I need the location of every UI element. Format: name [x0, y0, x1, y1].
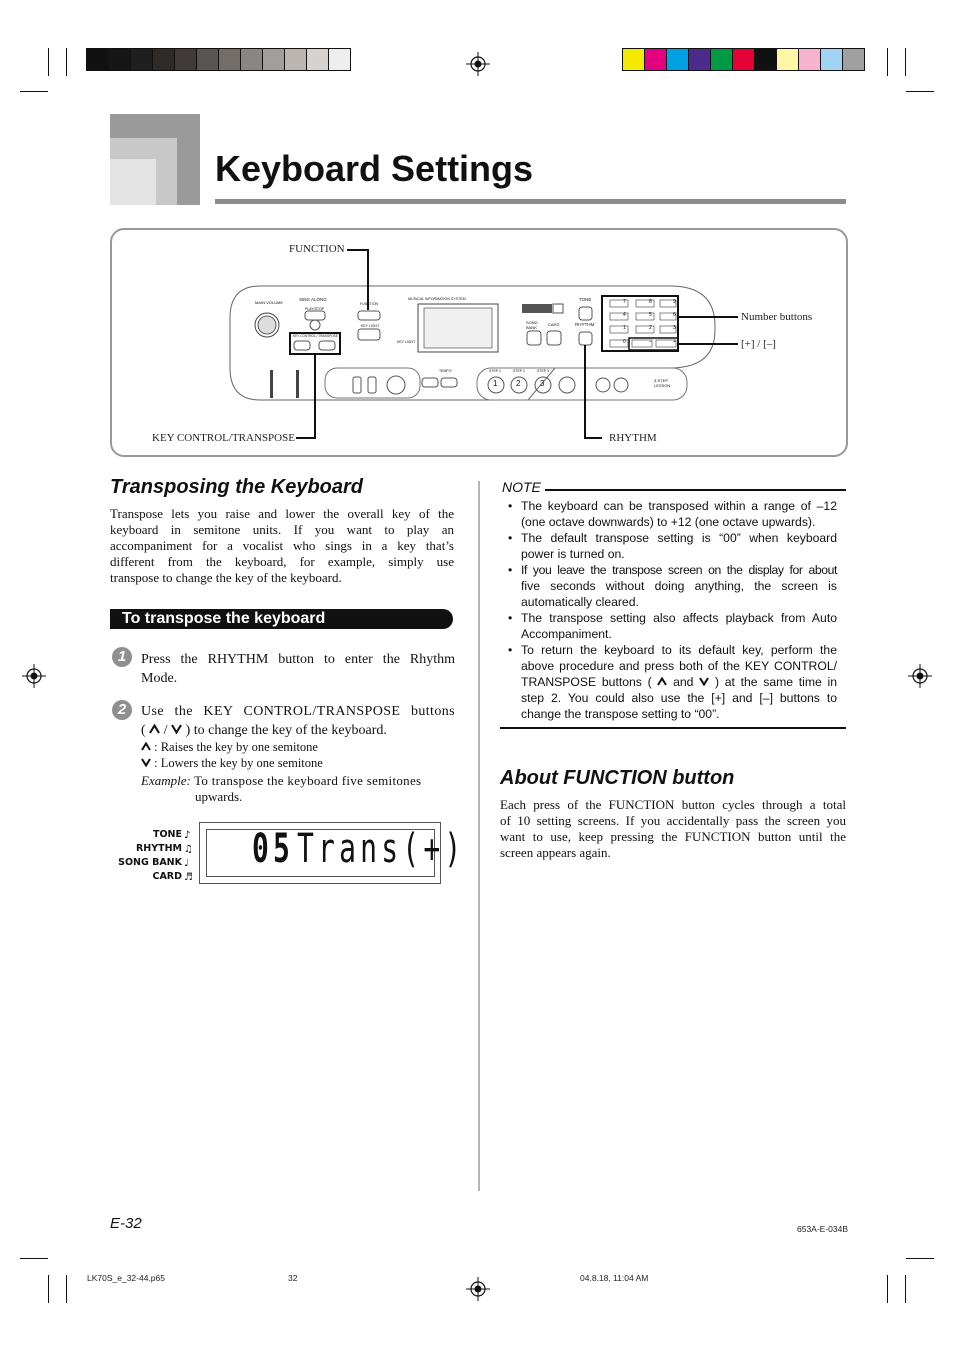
panel-step3-label: STEP 3	[537, 369, 549, 373]
crop-mark	[906, 1258, 934, 1259]
down-arrow-icon	[699, 674, 709, 690]
color-swatch	[263, 49, 285, 70]
note-line-arrows	[521, 674, 837, 690]
numpad-key-label: +	[673, 339, 676, 345]
crop-mark	[20, 1258, 48, 1259]
rhythm-icon: ♫	[184, 844, 193, 855]
numpad-key-label: 7	[623, 299, 626, 305]
note-line: The keyboard can be transposed within a range of –12	[521, 499, 837, 513]
note-line: change the transpose setting to “00”.	[521, 707, 720, 721]
function-line: want to use, keep pressing the FUNCTION button until the	[500, 829, 846, 844]
numpad-key-label: 0	[623, 339, 626, 345]
color-swatch	[623, 49, 645, 70]
color-swatch	[87, 49, 109, 70]
color-swatch	[307, 49, 329, 70]
example-text-2: upwards.	[195, 789, 243, 804]
lcd-label-card: CARD	[152, 871, 182, 882]
song-bank-icon: ♩	[184, 858, 189, 869]
bullet: •	[508, 643, 513, 657]
panel-step-button-2: 2	[516, 379, 521, 388]
card-icon: ♬	[184, 872, 193, 883]
panel-step2-label: STEP 2	[513, 369, 525, 373]
color-swatch	[153, 49, 175, 70]
down-arrow-icon	[171, 721, 182, 740]
crop-mark	[887, 48, 888, 76]
color-swatch	[755, 49, 777, 70]
color-swatch	[689, 49, 711, 70]
note-text	[521, 562, 837, 610]
function-line: of 10 setting screens. If you accidentally pass the screen you	[500, 813, 846, 828]
note-line: automatically cleared.	[521, 595, 639, 609]
file-name: LK70S_e_32-44.p65	[87, 1273, 165, 1283]
crop-mark	[887, 1275, 888, 1303]
intro-paragraph	[110, 506, 454, 586]
panel-song-bank-label: SONG BANK	[526, 320, 538, 330]
step2-line-2	[141, 721, 455, 740]
numpad-key-label: –	[649, 339, 652, 345]
up-arrow-desc: : Raises the key by one semitone	[154, 740, 318, 754]
grayscale-bar	[86, 48, 351, 71]
registration-mark-icon	[466, 52, 490, 76]
note-rule-top	[545, 489, 846, 491]
numpad-key-label: 9	[673, 299, 676, 305]
panel-main-volume-label: MAIN VOLUME	[255, 300, 284, 305]
panel-step-button-3: 3	[540, 379, 545, 388]
registration-mark-icon	[22, 664, 46, 688]
subheading-bar	[110, 609, 453, 629]
callout-number-buttons: Number buttons	[741, 311, 813, 323]
example-row	[141, 772, 455, 789]
step1-line: Press the RHYTHM button to enter the Rhythm	[141, 652, 455, 667]
color-swatch	[285, 49, 307, 70]
panel-card-label: CARD	[548, 322, 560, 327]
callout-plus-minus: [+] / [–]	[741, 338, 776, 350]
note-line: The transpose setting also affects playback from Auto	[521, 611, 837, 625]
paren-open: (	[141, 723, 146, 738]
color-swatch	[175, 49, 197, 70]
panel-key-light-label-2: KEY LIGHT	[397, 340, 416, 344]
crop-mark	[66, 1275, 67, 1303]
color-swatch	[329, 49, 350, 70]
document-code: 653A-E-034B	[797, 1224, 849, 1234]
intro-line: Transpose lets you raise and lower the overall key of the	[110, 506, 454, 521]
step2-line-tail: ) to change the key of the keyboard.	[185, 723, 387, 738]
arrow-separator: /	[163, 723, 168, 738]
panel-tempo-label: TEMPO	[439, 369, 452, 373]
step2-text	[141, 702, 455, 740]
numpad-key-label: 6	[673, 312, 676, 318]
down-arrow-desc-row	[141, 756, 323, 771]
color-swatch	[131, 49, 153, 70]
panel-sing-along-label: SING ALONG	[299, 297, 327, 302]
crop-mark	[906, 91, 934, 92]
timestamp: 04.8.18, 11:04 AM	[580, 1273, 649, 1283]
note-rule-bottom	[500, 727, 846, 729]
note-text	[521, 530, 837, 562]
panel-function-label: FUNCTION	[360, 302, 379, 306]
note-line: To return the keyboard to its default key, perform the	[521, 643, 837, 657]
color-swatch	[843, 49, 864, 70]
color-swatch	[241, 49, 263, 70]
intro-line: different from the keyboard, for example, simply use	[110, 554, 454, 569]
note-line: Accompaniment.	[521, 627, 612, 641]
crop-mark	[66, 48, 67, 76]
numpad-key-label: 4	[623, 312, 626, 318]
step1-text	[141, 650, 455, 688]
function-line: Each press of the FUNCTION button cycles through a total	[500, 797, 846, 812]
crop-mark	[905, 48, 906, 76]
panel-play-stop-label: PLAY/STOP	[305, 307, 325, 311]
note-line: above procedure and press both of the KEY CONTROL/	[521, 659, 837, 673]
color-swatch	[197, 49, 219, 70]
callout-key-control: KEY CONTROL/TRANSPOSE	[152, 432, 295, 444]
down-arrow-icon	[141, 756, 151, 771]
title-rule	[215, 199, 846, 204]
panel-3-step-lesson-label: 3-STEP LESSON	[654, 378, 671, 388]
numpad-key-label: 2	[649, 325, 652, 331]
crop-mark	[48, 48, 49, 76]
numpad-key-label: 1	[623, 325, 626, 331]
up-arrow-icon	[141, 740, 151, 755]
numpad-key-label: 5	[649, 312, 652, 318]
note-line: (one octave downwards) to +12 (one octave upwards).	[521, 515, 816, 529]
note-line: five seconds without doing anything, the screen is	[521, 579, 837, 593]
color-swatch	[711, 49, 733, 70]
lcd-digits: 05	[252, 826, 295, 872]
color-swatch	[821, 49, 843, 70]
page-title: Keyboard Settings	[215, 148, 534, 189]
up-arrow-desc-row	[141, 740, 318, 755]
title-decoration	[110, 114, 200, 205]
note-line-part: TRANSPOSE buttons (	[521, 675, 652, 689]
color-bar	[622, 48, 865, 71]
step2-line: Use the KEY CONTROL/TRANSPOSE buttons	[141, 704, 455, 719]
tone-icon: ♪	[184, 830, 191, 841]
color-swatch	[109, 49, 131, 70]
lcd-mode-labels	[108, 828, 182, 884]
panel-mis-label: MUSICAL INFORMATION SYSTEM	[408, 297, 466, 301]
lcd-label-rhythm: RHYTHM	[135, 843, 182, 854]
panel-step1-label: STEP 1	[489, 369, 501, 373]
color-swatch	[733, 49, 755, 70]
page-number: E-32	[110, 1215, 142, 1232]
panel-key-control-label: KEY CONTROL / TRANSPOSE	[293, 334, 338, 338]
section-heading-transposing: Transposing the Keyboard	[110, 476, 364, 498]
color-swatch	[777, 49, 799, 70]
note-line: If you leave the transpose screen on the display for about	[521, 563, 837, 577]
panel-rhythm-label: RHYTHM	[575, 322, 595, 327]
function-paragraph	[500, 797, 846, 861]
panel-tone-label: TONE	[579, 297, 592, 302]
registration-mark-icon	[908, 664, 932, 688]
step1-line: Mode.	[141, 671, 178, 686]
keyboard-panel-illustration	[110, 228, 846, 457]
column-divider	[478, 481, 480, 1191]
callout-function: FUNCTION	[289, 243, 345, 255]
note-line-part: ) at the same time in	[714, 675, 838, 689]
step-number-1: 1	[112, 647, 132, 667]
bullet: •	[508, 531, 513, 545]
intro-line: transpose to change the key of the keyboard.	[110, 570, 342, 585]
crop-mark	[905, 1275, 906, 1303]
numpad-key-label: 3	[673, 325, 676, 331]
lcd-label-tone: TONE	[153, 829, 182, 840]
section-heading-function: About FUNCTION button	[500, 767, 735, 789]
registration-mark-icon	[466, 1277, 490, 1301]
example-text: To transpose the keyboard five semitones	[194, 773, 422, 788]
up-arrow-icon	[149, 721, 160, 740]
file-page: 32	[288, 1273, 298, 1283]
color-swatch	[667, 49, 689, 70]
note-line: The default transpose setting is “00” when keyboard	[521, 531, 837, 545]
note-line-part: and	[673, 675, 694, 689]
up-arrow-icon	[657, 674, 667, 690]
step-number-2: 2	[112, 700, 132, 720]
color-swatch	[799, 49, 821, 70]
lcd-text: Trans(+)	[297, 826, 466, 872]
subheading: To transpose the keyboard	[122, 610, 326, 627]
note-text	[521, 610, 837, 642]
numpad-key-label: 8	[649, 299, 652, 305]
intro-line: keyboard in semitone units. If you want to play an	[110, 522, 454, 537]
function-line: screen appears again.	[500, 845, 611, 860]
callout-rhythm: RHYTHM	[609, 432, 657, 444]
crop-mark	[20, 91, 48, 92]
note-text	[521, 498, 837, 530]
crop-mark	[48, 1275, 49, 1303]
panel-key-light-label: KEY LIGHT	[361, 324, 380, 328]
color-swatch	[219, 49, 241, 70]
note-line: step 2. You could also use the [+] and [–] buttons to	[521, 691, 837, 705]
color-swatch	[645, 49, 667, 70]
bullet: •	[508, 563, 513, 577]
down-arrow-desc: : Lowers the key by one semitone	[154, 756, 323, 770]
intro-line: accompaniment for a vocalist who sings in a key that’s	[110, 538, 454, 553]
lcd-icons	[184, 829, 193, 885]
panel-step-button-1: 1	[493, 379, 498, 388]
bullet: •	[508, 611, 513, 625]
note-text	[521, 642, 837, 722]
example-label: Example:	[141, 773, 191, 788]
lcd-label-song-bank: SONG BANK	[118, 857, 182, 868]
bullet: •	[508, 499, 513, 513]
note-label: NOTE	[502, 479, 541, 495]
note-line: power is turned on.	[521, 547, 625, 561]
